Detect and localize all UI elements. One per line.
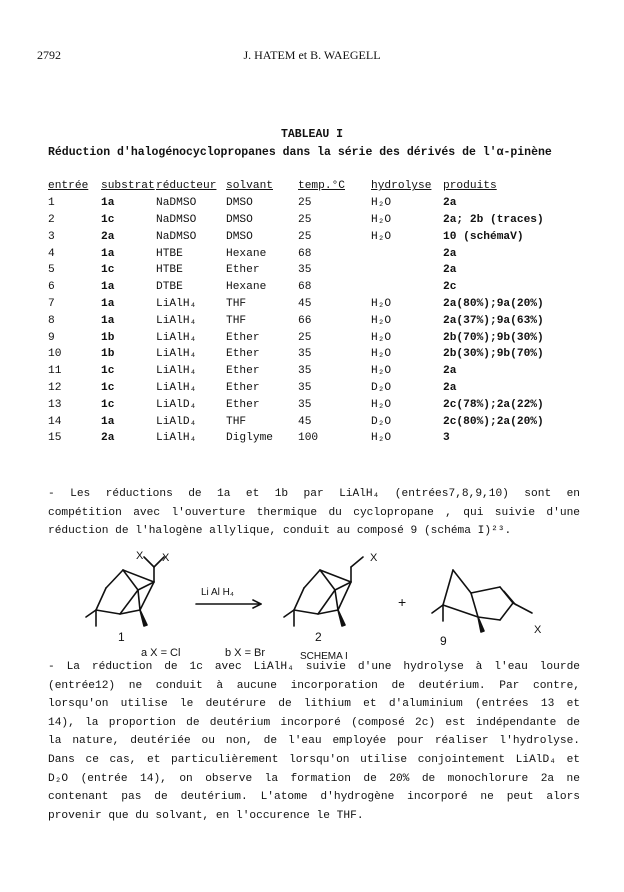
table-cell: 8 [48, 314, 55, 327]
table-cell: H₂O [371, 348, 392, 361]
table-cell: 2a [443, 264, 457, 277]
table-cell: D₂O [371, 415, 392, 428]
table-cell: 2c(78%);2a(22%) [443, 398, 544, 411]
table-cell: 1a [101, 247, 115, 260]
table-cell: LiAlH₄ [156, 314, 197, 327]
table-cell: 1c [101, 398, 115, 411]
table-cell: 13 [48, 398, 62, 411]
table-cell: 2a(80%);9a(20%) [443, 297, 544, 310]
table-cell: 2a [101, 230, 115, 243]
table-cell: H₂O [371, 314, 392, 327]
table-cell: Diglyme [226, 432, 273, 445]
substituent-label: X [136, 550, 144, 562]
table-cell: H₂O [371, 365, 392, 378]
reaction-scheme [48, 545, 580, 660]
table-title: TABLEAU I [280, 128, 344, 141]
table-cell: 1a [101, 297, 115, 310]
table-cell: H₂O [371, 432, 392, 445]
table-cell: 5 [48, 264, 55, 277]
table-cell: Hexane [226, 281, 267, 294]
column-header: hydrolyse [371, 180, 432, 193]
table-cell: 14 [48, 415, 62, 428]
table-cell: 35 [298, 348, 312, 361]
table-cell: H₂O [371, 197, 392, 210]
paragraph-1 [48, 485, 580, 541]
text-line: la nature, deutériée ou non, de l'eau employée pour réaliser l'hydrolyse. [48, 735, 580, 748]
column-header: réducteur [156, 180, 217, 193]
table-cell: LiAlH₄ [156, 331, 197, 344]
column-header: entrée [48, 180, 89, 193]
compound-2-structure [284, 557, 363, 626]
table-row [48, 430, 583, 447]
table-cell: D₂O [371, 381, 392, 394]
table-cell: DMSO [226, 230, 253, 243]
table-cell: 35 [298, 398, 312, 411]
table-cell: 1a [101, 314, 115, 327]
table-row [48, 212, 583, 229]
table-cell: 35 [298, 264, 312, 277]
table-cell: 2a [443, 247, 457, 260]
table-cell: 10 [48, 348, 62, 361]
compound-number: 9 [440, 634, 447, 648]
table-cell: 45 [298, 415, 312, 428]
table-cell: NaDMSO [156, 213, 197, 226]
text-line: compétition avec l'ouverture thermique du cyclopropane , qui suivie d'une [48, 506, 580, 519]
table-cell [371, 279, 443, 296]
table-cell: 2b(30%);9b(70%) [443, 348, 544, 361]
table-body [48, 195, 583, 447]
table-cell: Ether [226, 348, 260, 361]
table-cell: LiAlH₄ [156, 297, 197, 310]
table-cell: 25 [298, 230, 312, 243]
table-cell: NaDMSO [156, 230, 197, 243]
scheme-label: SCHEMA I [300, 651, 348, 660]
table-row [48, 413, 583, 430]
table-cell: 35 [298, 365, 312, 378]
table-header-row [48, 178, 583, 195]
column-header: produits [443, 180, 497, 193]
table-cell: 2b(70%);9b(30%) [443, 331, 544, 344]
compound-9-structure [432, 570, 532, 632]
table-cell: 25 [298, 213, 312, 226]
text-line: 14), la proportion de deutérium incorporé (composé 2c) est indépendante de [48, 716, 580, 729]
table-cell: 1a [101, 281, 115, 294]
table-cell: 2a [101, 432, 115, 445]
table-cell: LiAlH₄ [156, 432, 197, 445]
table-cell: 1a [101, 197, 115, 210]
table-cell: 9 [48, 331, 55, 344]
table-cell: 2c [443, 281, 457, 294]
table-cell: LiAlH₄ [156, 381, 197, 394]
table-row [48, 195, 583, 212]
table-cell: DMSO [226, 213, 253, 226]
table-cell: 1b [101, 331, 115, 344]
table-cell: HTBE [156, 247, 183, 260]
table-row [48, 346, 583, 363]
table-cell: 1c [101, 365, 115, 378]
substituent-label: X [162, 552, 170, 564]
table-cell: H₂O [371, 213, 392, 226]
substituent-label: X [534, 624, 542, 636]
table-cell: THF [226, 314, 247, 327]
text-line: - La réduction de 1c avec LiAlH₄ suivie d'une hydrolyse à l'eau lourde [48, 661, 580, 673]
table-cell: Ether [226, 381, 260, 394]
table-cell: 7 [48, 297, 55, 310]
text-line: réduction de l'halogène allylique, conduit au composé 9 (schéma I)²³. [48, 525, 512, 538]
table-cell: THF [226, 297, 247, 310]
table-row [48, 262, 583, 279]
table-cell: 1b [101, 348, 115, 361]
table-row [48, 396, 583, 413]
compound-number: 2 [315, 630, 322, 644]
table-row [48, 245, 583, 262]
table-cell: 6 [48, 281, 55, 294]
table-cell: LiAlH₄ [156, 365, 197, 378]
page-number: 2792 [37, 48, 61, 62]
table-row [48, 380, 583, 397]
text-line: lorsqu'on utilise le deutérure de lithium et d'aluminium (entrées 13 et [48, 698, 580, 711]
table-cell: HTBE [156, 264, 183, 277]
table-cell: 45 [298, 297, 312, 310]
table-cell: 1c [101, 264, 115, 277]
table-cell: H₂O [371, 398, 392, 411]
table-cell: DMSO [226, 197, 253, 210]
table-cell: 66 [298, 314, 312, 327]
table-cell: Ether [226, 365, 260, 378]
table-cell: 25 [298, 331, 312, 344]
table-cell: 2 [48, 213, 55, 226]
plus-sign: + [398, 594, 407, 610]
table-cell: 25 [298, 197, 312, 210]
results-table [48, 178, 583, 447]
table-cell: 15 [48, 432, 62, 445]
table-cell [371, 245, 443, 262]
table-row [48, 312, 583, 329]
legend-a: a X = Cl [141, 647, 181, 659]
table-cell: 2a; 2b (traces) [443, 213, 544, 226]
table-cell: LiAlH₄ [156, 348, 197, 361]
table-cell: Ether [226, 398, 260, 411]
table-cell: 3 [443, 432, 450, 445]
table-cell: 2a [443, 365, 457, 378]
table-cell: H₂O [371, 230, 392, 243]
table-cell: Ether [226, 331, 260, 344]
running-head: J. HATEM et B. WAEGELL [243, 48, 381, 62]
table-cell: H₂O [371, 331, 392, 344]
table-cell [371, 262, 443, 279]
table-cell: 1 [48, 197, 55, 210]
substituent-label: X [370, 552, 378, 564]
text-line: provenir que du solvant, en l'occurence le THF. [48, 809, 364, 822]
table-cell: 2a [443, 197, 457, 210]
table-cell: 11 [48, 365, 62, 378]
table-cell: 2a(37%);9a(63%) [443, 314, 544, 327]
table-cell: Ether [226, 264, 260, 277]
table-row [48, 363, 583, 380]
legend-b: b X = Br [225, 647, 266, 659]
compound-1-structure [86, 557, 164, 626]
table-cell: LiAlD₄ [156, 415, 197, 428]
text-line: D₂O (entrée 14), on observe la formation de 20% de monochlorure 2a ne [48, 772, 580, 785]
table-row [48, 279, 583, 296]
table-cell: 3 [48, 230, 55, 243]
text-line: (entrée12) ne conduit à aucune incorporation de deutérium. Par contre, [48, 679, 580, 692]
table-cell: LiAlD₄ [156, 398, 197, 411]
table-cell: 68 [298, 281, 312, 294]
table-cell: 10 (schémaV) [443, 230, 524, 243]
table-cell: H₂O [371, 297, 392, 310]
column-header: solvant [226, 180, 273, 193]
reagent-label: Li Al H₄ [201, 587, 234, 598]
compound-number: 1 [118, 630, 125, 644]
table-cell: 1c [101, 381, 115, 394]
table-row [48, 296, 583, 313]
table-caption: Réduction d'halogénocyclopropanes dans la série des dérivés de l'α-pinène [48, 146, 552, 159]
column-header: temp.°C [298, 180, 345, 193]
table-cell: 2a [443, 381, 457, 394]
table-cell: Hexane [226, 247, 267, 260]
paragraph-2 [48, 658, 580, 825]
table-cell: 4 [48, 247, 55, 260]
column-header: substrat [101, 180, 155, 193]
text-line: contenant pas de deutérium. L'atome d'hydrogène incorporé ne peut alors [48, 791, 580, 804]
table-cell: 1a [101, 415, 115, 428]
table-cell: DTBE [156, 281, 183, 294]
table-cell: 100 [298, 432, 319, 445]
table-cell: NaDMSO [156, 197, 197, 210]
table-cell: THF [226, 415, 247, 428]
table-cell: 12 [48, 381, 62, 394]
text-line: - Les réductions de 1a et 1b par LiAlH₄ (entrées7,8,9,10) sont en [48, 488, 580, 500]
table-cell: 1c [101, 213, 115, 226]
table-cell: 2c(80%);2a(20%) [443, 415, 544, 428]
text-line: Dans ce cas, et particulièrement lorsqu'on utilise conjointement LiAlD₄ et [48, 753, 580, 766]
table-row [48, 329, 583, 346]
table-row [48, 228, 583, 245]
table-cell: 35 [298, 381, 312, 394]
table-cell: 68 [298, 247, 312, 260]
